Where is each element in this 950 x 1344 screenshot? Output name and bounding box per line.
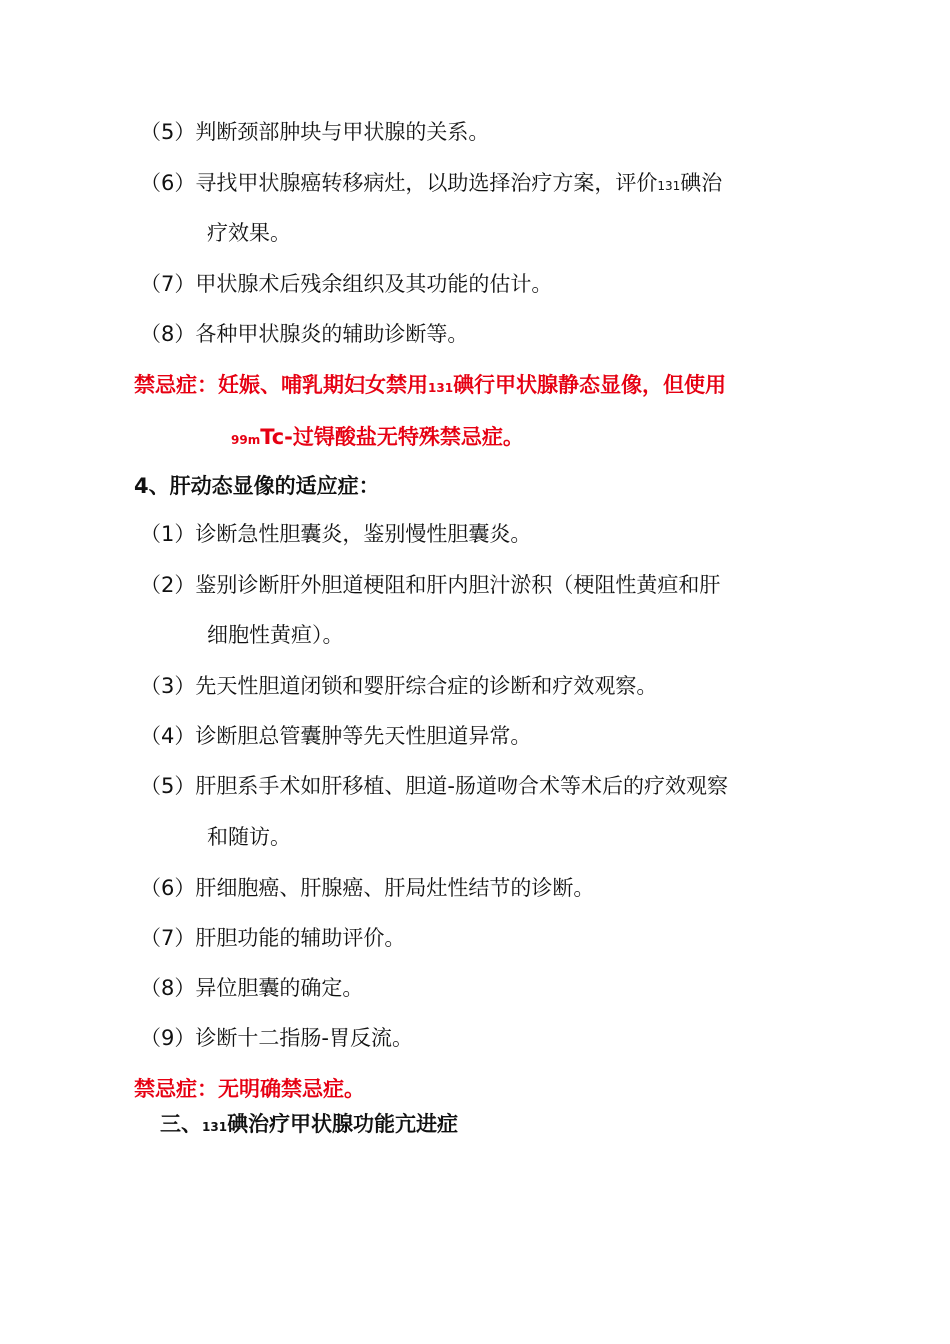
item-number: （6） [140, 171, 196, 195]
item-number: （3） [140, 674, 196, 698]
contraindication-text: 碘行甲状腺静态显像，但使用 [453, 373, 727, 397]
item-number: （7） [140, 272, 196, 296]
item-text: 各种甲状腺炎的辅助诊断等。 [195, 322, 469, 346]
item-text: 异位胆囊的确定。 [195, 976, 364, 1000]
contraindication-label: 禁忌症：妊娠、哺乳期妇女禁用 [134, 373, 428, 397]
item-number: （8） [140, 322, 196, 346]
list-item [140, 1024, 413, 1052]
isotope-number: 131 [202, 1120, 228, 1134]
item-number: （2） [140, 573, 196, 597]
item-continuation: 疗效果。 [207, 221, 291, 245]
item-text: 判断颈部肿块与甲状腺的关系。 [195, 120, 490, 144]
list-item [140, 520, 531, 548]
isotope-number: 99m [231, 433, 261, 447]
item-text: 先天性胆道闭锁和婴肝综合症的诊断和疗效观察。 [195, 674, 658, 698]
item-text: 诊断胆总管囊肿等先天性胆道异常。 [195, 724, 532, 748]
contraindication: 禁忌症：无明确禁忌症。 [134, 1077, 365, 1101]
item-text: 肝细胞癌、肝腺癌、肝局灶性结节的诊断。 [195, 876, 595, 900]
item-continuation: 细胞性黄疸）。 [207, 623, 344, 647]
item-number: （8） [140, 976, 196, 1000]
item-text: 肝胆系手术如肝移植、胆道-肠道吻合术等术后的疗效观察 [195, 774, 728, 798]
heading-prefix: 三、 [160, 1112, 202, 1136]
item-text: 碘治 [680, 171, 723, 195]
list-item [140, 118, 489, 146]
list-item [140, 722, 531, 750]
list-item [140, 772, 728, 800]
contraindication [134, 371, 726, 402]
list-item [140, 974, 363, 1002]
isotope-number: 131 [657, 179, 681, 193]
list-item [140, 270, 552, 298]
section-heading [160, 1110, 458, 1141]
item-continuation: 和随访。 [207, 825, 291, 849]
item-number: （5） [140, 120, 196, 144]
section-heading: 4、肝动态显像的适应症： [134, 474, 380, 498]
item-text: 诊断急性胆囊炎，鉴别慢性胆囊炎。 [195, 522, 532, 546]
contraindication-continuation [231, 423, 524, 454]
contraindication-text: Tc-过锝酸盐无特殊禁忌症。 [260, 425, 524, 449]
item-number: （5） [140, 774, 196, 798]
list-item [140, 169, 722, 200]
item-text: 甲状腺术后残余组织及其功能的估计。 [195, 272, 553, 296]
item-number: （7） [140, 926, 196, 950]
item-number: （4） [140, 724, 196, 748]
item-number: （6） [140, 876, 196, 900]
item-text: 鉴别诊断肝外胆道梗阻和肝内胆汁淤积（梗阻性黄疸和肝 [195, 573, 721, 597]
heading-text: 碘治疗甲状腺功能亢进症 [227, 1112, 459, 1136]
item-text: 诊断十二指肠-胃反流。 [195, 1026, 413, 1050]
list-item [140, 874, 594, 902]
list-item [140, 320, 468, 348]
list-item [140, 924, 405, 952]
item-number: （9） [140, 1026, 196, 1050]
list-item [140, 571, 720, 599]
item-number: （1） [140, 522, 196, 546]
item-text: 寻找甲状腺癌转移病灶，以助选择治疗方案，评价 [195, 171, 658, 195]
list-item [140, 672, 657, 700]
item-text: 肝胆功能的辅助评价。 [195, 926, 406, 950]
isotope-number: 131 [428, 381, 454, 395]
